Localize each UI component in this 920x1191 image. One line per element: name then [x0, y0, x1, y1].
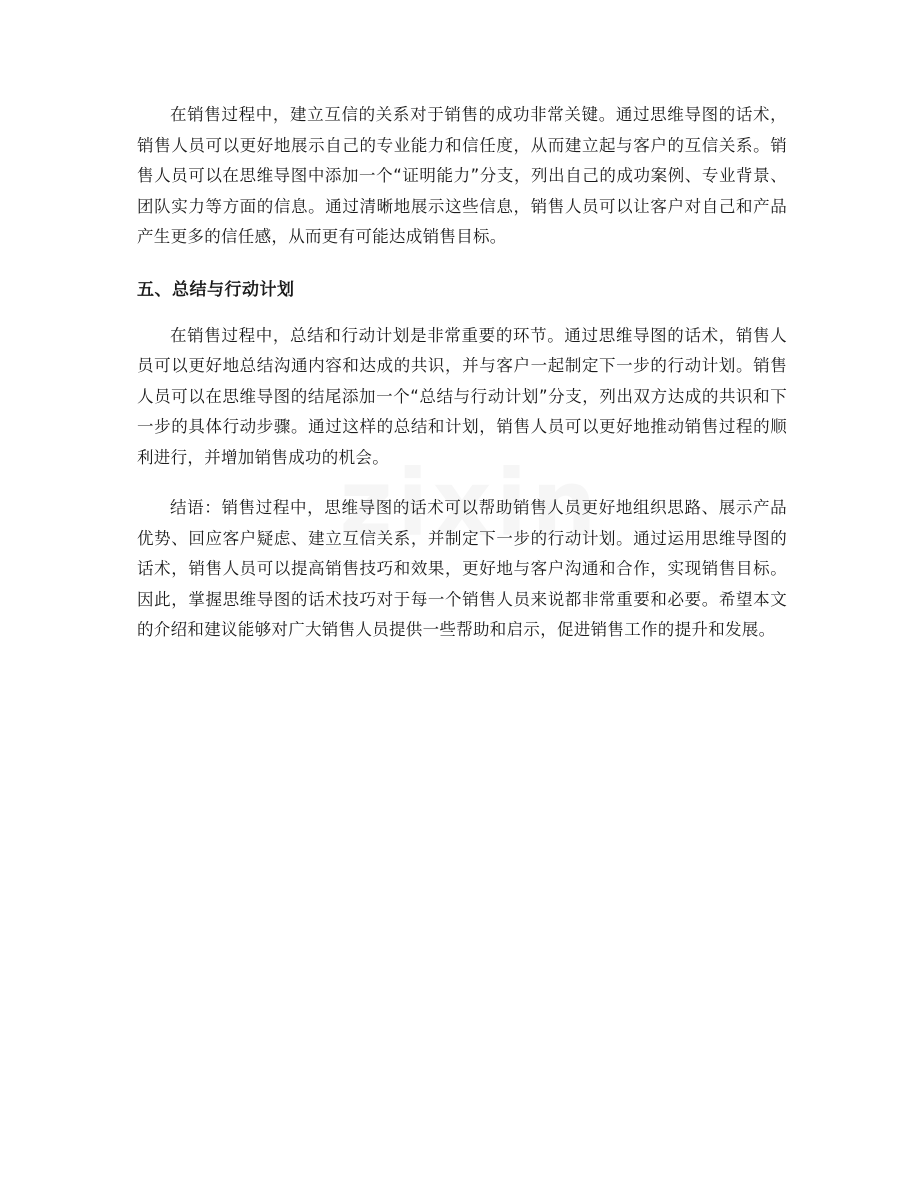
- document-page: [137, 100, 787, 646]
- section-heading-summary: 五、总结与行动计划: [137, 279, 295, 300]
- paragraph-conclusion: 结语：销售过程中，思维导图的话术可以帮助销售人员更好地组织思路、展示产品优势、回应客户疑虑、建立互信关系，并制定下一步的行动计划。通过运用思维导图的话术，销售人员可以提高销售技巧和效果，更好地与客户沟通和合作，实现销售目标。因此，掌握思维导图的话术技巧对于每一个销售人员来说都非常重要和必要。希望本文的介绍和建议能够对广大销售人员提供一些帮助和启示，促进销售工作的提升和发展。: [137, 498, 787, 639]
- paragraph-trust: 在销售过程中，建立互信的关系对于销售的成功非常关键。通过思维导图的话术，销售人员可以更好地展示自己的专业能力和信任度，从而建立起与客户的互信关系。销售人员可以在思维导图中添加一个“证明能力”分支，列出自己的成功案例、专业背景、团队实力等方面的信息。通过清晰地展示这些信息，销售人员可以让客户对自己和产品产生更多的信任感，从而更有可能达成销售目标。: [137, 105, 787, 246]
- paragraph-summary: 在销售过程中，总结和行动计划是非常重要的环节。通过思维导图的话术，销售人员可以更好地总结沟通内容和达成的共识，并与客户一起制定下一步的行动计划。销售人员可以在思维导图的结尾添加一个“总结与行动计划”分支，列出双方达成的共识和下一步的具体行动步骤。通过这样的总结和计划，销售人员可以更好地推动销售过程的顺利进行，并增加销售成功的机会。: [137, 325, 787, 467]
